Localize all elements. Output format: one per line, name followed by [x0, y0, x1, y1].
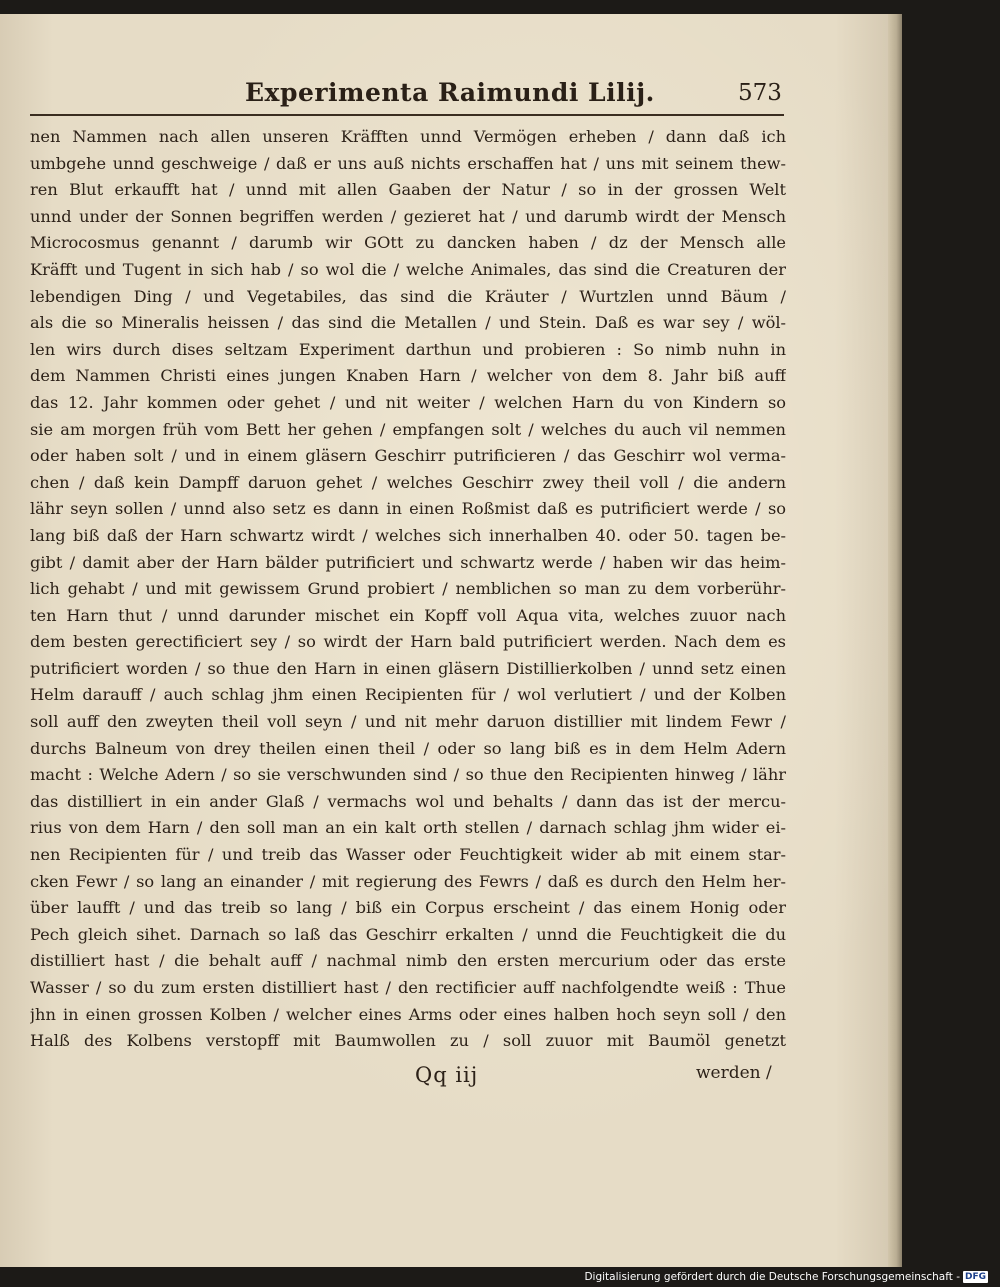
text-line: cken Fewr / so lang an einander / mit regierung des Fewrs / daß es durch den Helm her-: [30, 871, 786, 891]
text-line: als die so Mineralis heissen / das sind die Metallen / und Stein. Daß es war sey / wöl-: [30, 313, 786, 333]
text-line: macht : Welche Adern / so sie verschwunden sind / so thue den Recipienten hinweg / lähr: [30, 765, 786, 785]
text-line: Helm darauff / auch schlag jhm einen Recipienten für / wol verlutiert / und der Kolben: [30, 685, 786, 705]
text-line: umbgehe unnd geschweige / daß er uns auß nichts erschaffen hat / uns mit seinem thew-: [30, 153, 786, 173]
text-line: sie am morgen früh vom Bett her gehen / empfangen solt / welches du auch vil nemmen: [30, 419, 786, 439]
digitization-credit: [584, 1270, 988, 1284]
catchword: werden /: [696, 1063, 772, 1083]
text-line: lang biß daß der Harn schwartz wirdt / welches sich innerhalben 40. oder 50. tagen be-: [30, 525, 786, 545]
page-number: 573: [738, 80, 782, 106]
text-line: durchs Balneum von drey theilen einen theil / oder so lang biß es in dem Helm Adern: [30, 738, 786, 758]
text-line: nen Nammen nach allen unseren Kräfften unnd Vermögen erheben / dann daß ich: [30, 127, 786, 146]
text-line: ren Blut erkaufft hat / unnd mit allen Gaaben der Natur / so in der grossen Welt: [30, 180, 786, 200]
text-line: oder haben solt / und in einem gläsern Geschirr putrificieren / das Geschirr wol verma-: [30, 446, 786, 466]
dfg-logo-icon: DFG: [964, 1272, 986, 1282]
text-line: len wirs durch dises seltzam Experiment darthun und probieren : So nimb nuhn in: [30, 339, 786, 359]
text-line: rius von dem Harn / den soll man an ein kalt orth stellen / darnach schlag jhm wider ei-: [30, 818, 786, 838]
text-line: nen Recipienten für / und treib das Wasser oder Feuchtigkeit wider ab mit einem star-: [30, 845, 786, 865]
page-edge: [888, 14, 902, 1267]
text-line: das distilliert in ein ander Glaß / vermachs wol und behalts / dann das ist der mercu-: [30, 791, 786, 811]
running-head: Experimenta Raimundi Lilij.: [245, 78, 655, 107]
text-line: das 12. Jahr kommen oder gehet / und nit weiter / welchen Harn du von Kindern so: [30, 392, 786, 412]
text-line: lich gehabt / und mit gewissem Grund probiert / nemblichen so man zu dem vorberühr-: [30, 579, 786, 599]
text-line: soll auff den zweyten theil voll seyn / und nit mehr daruon distillier mit lindem Fewr /: [30, 712, 786, 732]
text-line: distilliert hast / die behalt auff / nachmal nimb den ersten mercurium oder das erste: [30, 951, 786, 971]
text-line: unnd under der Sonnen begriffen werden / gezieret hat / und darumb wirdt der Mensch: [30, 206, 786, 226]
text-line: ten Harn thut / unnd darunder mischet ein Kopff voll Aqua vita, welches zuuor nach: [30, 605, 786, 625]
signature-mark: Qq iij: [415, 1063, 479, 1087]
text-line: Halß des Kolbens verstopff mit Baumwollen zu / soll zuuor mit Baumöl genetzt: [30, 1031, 786, 1051]
body-text: [30, 124, 786, 1055]
text-line: putrificiert worden / so thue den Harn in einen gläsern Distillierkolben / unnd setz einen: [30, 658, 786, 678]
text-line: über laufft / und das treib so lang / biß ein Corpus erscheint / das einem Honig oder: [30, 898, 786, 918]
text-line: lähr seyn sollen / unnd also setz es dann in einen Roßmist daß es putrificiert werde / so: [30, 499, 786, 519]
text-line: Microcosmus genannt / darumb wir GOtt zu dancken haben / dz der Mensch alle: [30, 233, 786, 253]
text-line: dem besten gerectificiert sey / so wirdt der Harn bald putrificiert werden. Nach dem es: [30, 632, 786, 652]
text-line: Wasser / so du zum ersten distilliert hast / den rectificier auff nachfolgendte weiß : Thue: [30, 978, 786, 997]
text-line: gibt / damit aber der Harn bälder putrificiert und schwartz werde / haben wir das heim-: [30, 552, 786, 572]
text-line: jhn in einen grossen Kolben / welcher eines Arms oder eines halben hoch seyn soll / den: [30, 1004, 786, 1024]
text-line: dem Nammen Christi eines jungen Knaben Harn / welcher von dem 8. Jahr biß auff: [30, 366, 786, 386]
credit-text: Digitalisierung gefördert durch die Deutsche Forschungsgemeinschaft -: [584, 1271, 960, 1283]
text-line: lebendigen Ding / und Vegetabiles, das sind die Kräuter / Wurtzlen unnd Bäum /: [30, 286, 786, 306]
text-line: chen / daß kein Dampff daruon gehet / welches Geschirr zwey theil voll / die andern: [30, 472, 786, 492]
text-line: Kräfft und Tugent in sich hab / so wol die / welche Animales, das sind die Creaturen der: [30, 259, 786, 279]
header-rule: [30, 114, 784, 116]
text-line: Pech gleich sihet. Darnach so laß das Geschirr erkalten / unnd die Feuchtigkeit die du: [30, 924, 786, 944]
